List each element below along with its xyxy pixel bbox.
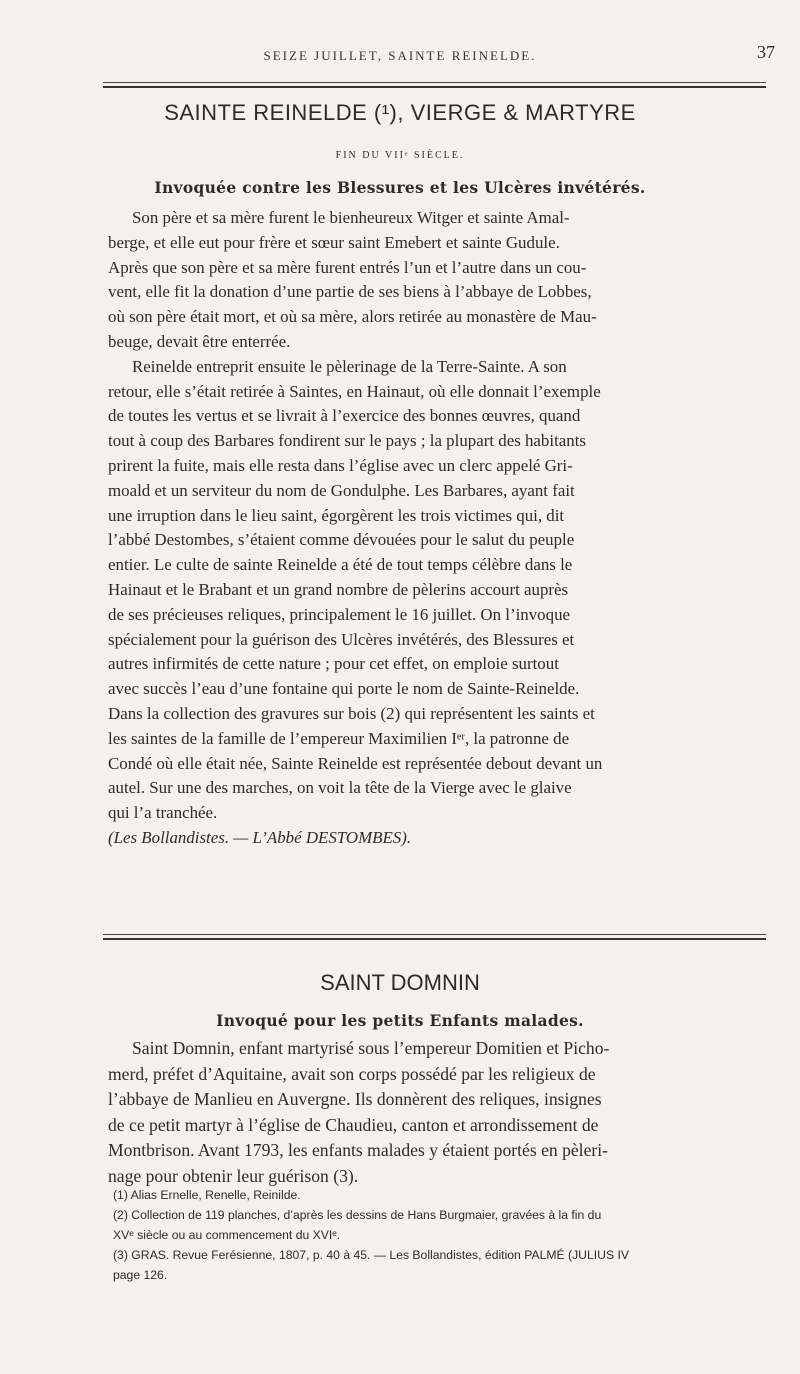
text-line: de ce petit martyr à l’église de Chaudieu, canton et arrondissement de bbox=[108, 1114, 599, 1135]
footnote-2-cont: XVᵉ siècle ou au commencement du XVIᵉ. bbox=[113, 1228, 341, 1242]
body-text-domnin bbox=[108, 1036, 766, 1189]
section-rule-thick bbox=[103, 938, 766, 940]
text-line: Condé où elle était née, Sainte Reinelde est représentée debout devant un bbox=[108, 753, 603, 773]
text-line: Saint Domnin, enfant martyrisé sous l’empereur Domitien et Picho- bbox=[132, 1038, 610, 1058]
section-rule-thin bbox=[103, 934, 766, 935]
text-line: l’abbé Destombes, s’étaient comme dévouées pour le salut du peuple bbox=[108, 530, 575, 550]
text-line: vent, elle fit la donation d’une partie de ses biens à l’abbaye de Lobbes, bbox=[108, 282, 592, 302]
footnote-3: (3) GRAS. Revue Ferésienne, 1807, p. 40 à 45. — Les Bollandistes, édition PALMÉ (JULIUS IV bbox=[113, 1248, 629, 1262]
text-line: l’abbaye de Manlieu en Auvergne. Ils donnèrent des reliques, insignes bbox=[108, 1089, 602, 1109]
text-line: nage pour obtenir leur guérison (3). bbox=[108, 1165, 359, 1186]
text-line: autel. Sur une des marches, on voit la tête de la Vierge avec le glaive bbox=[108, 778, 572, 798]
text-line: où son père était mort, et où sa mère, alors retirée au monastère de Mau- bbox=[108, 307, 597, 327]
text-line: Montbrison. Avant 1793, les enfants malades y étaient portés en pèleri- bbox=[108, 1140, 608, 1160]
text-line: spécialement pour la guérison des Ulcères invétérés, des Blessures et bbox=[108, 629, 575, 649]
text-line: retour, elle s’était retirée à Saintes, en Hainaut, où elle donnait l’exemple bbox=[108, 381, 601, 401]
invocation-domnin: Invoqué pour les petits Enfants malades. bbox=[216, 1011, 584, 1030]
page-number: 37 bbox=[757, 42, 775, 62]
text-line: berge, et elle eut pour frère et sœur saint Emebert et sainte Gudule. bbox=[108, 232, 560, 252]
text-line: Reinelde entreprit ensuite le pèlerinage de la Terre-Sainte. A son bbox=[132, 356, 567, 376]
text-line: autres infirmités de cette nature ; pour cet effet, on emploie surtout bbox=[108, 654, 559, 674]
text-line: Son père et sa mère furent le bienheureux Witger et sainte Amal- bbox=[132, 208, 570, 227]
text-line: avec succès l’eau d’une fontaine qui porte le nom de Sainte-Reinelde. bbox=[108, 679, 580, 699]
footnote-3-cont: page 126. bbox=[113, 1268, 168, 1282]
text-line: beuge, devait être enterrée. bbox=[108, 331, 291, 351]
text-line: Après que son père et sa mère furent entrés l’un et l’autre dans un cou- bbox=[108, 257, 587, 277]
text-line: de toutes les vertus et se livrait à l’exercice des bonnes œuvres, quand bbox=[108, 406, 581, 426]
text-line: prirent la fuite, mais elle resta dans l’église avec un clerc appelé Gri- bbox=[108, 455, 573, 475]
section-title-domnin: SAINT DOMNIN bbox=[320, 970, 480, 995]
text-line: qui l’a tranchée. bbox=[108, 803, 218, 823]
text-line: une irruption dans le lieu saint, égorgèrent les trois victimes qui, dit bbox=[108, 505, 565, 525]
footnote-2: (2) Collection de 119 planches, d’après les dessins de Hans Burgmaier, gravées à la fin du bbox=[113, 1208, 602, 1222]
text-line: de ses précieuses reliques, principalement le 16 juillet. On l’invoque bbox=[108, 604, 571, 624]
citation-line: (Les Bollandistes. — L’Abbé DESTOMBES). bbox=[108, 827, 412, 847]
header-rule-thin bbox=[103, 82, 766, 83]
footnotes bbox=[113, 1185, 765, 1285]
text-line: les saintes de la famille de l’empereur Maximilien Iᵉʳ, la patronne de bbox=[108, 728, 570, 748]
text-line: entier. Le culte de sainte Reinelde a été de tout temps célèbre dans le bbox=[108, 555, 573, 575]
text-line: Hainaut et le Brabant et un grand nombre de pèlerins accourt auprès bbox=[108, 579, 569, 599]
text-line: moald et un serviteur du nom de Gondulphe. Les Barbares, ayant fait bbox=[108, 480, 575, 500]
footnote-1: (1) Alias Ernelle, Renelle, Reinilde. bbox=[113, 1188, 301, 1202]
text-line: tout à coup des Barbares fondirent sur le pays ; la plupart des habitants bbox=[108, 431, 586, 451]
section-title-reinelde: SAINTE REINELDE (¹), VIERGE & MARTYRE bbox=[164, 100, 636, 125]
century-caption: FIN DU VIIᵉ SIÈCLE. bbox=[335, 150, 465, 161]
text-line: Dans la collection des gravures sur bois (2) qui représentent les saints et bbox=[108, 703, 595, 723]
running-title: SEIZE JUILLET, SAINTE REINELDE. bbox=[263, 48, 537, 63]
text-line: merd, préfet d’Aquitaine, avait son corps possédé par les religieux de bbox=[108, 1063, 596, 1084]
body-text-reinelde bbox=[108, 206, 766, 851]
invocation-reinelde: Invoquée contre les Blessures et les Ulcères invétérés. bbox=[154, 178, 646, 197]
header-rule-thick bbox=[103, 86, 766, 88]
